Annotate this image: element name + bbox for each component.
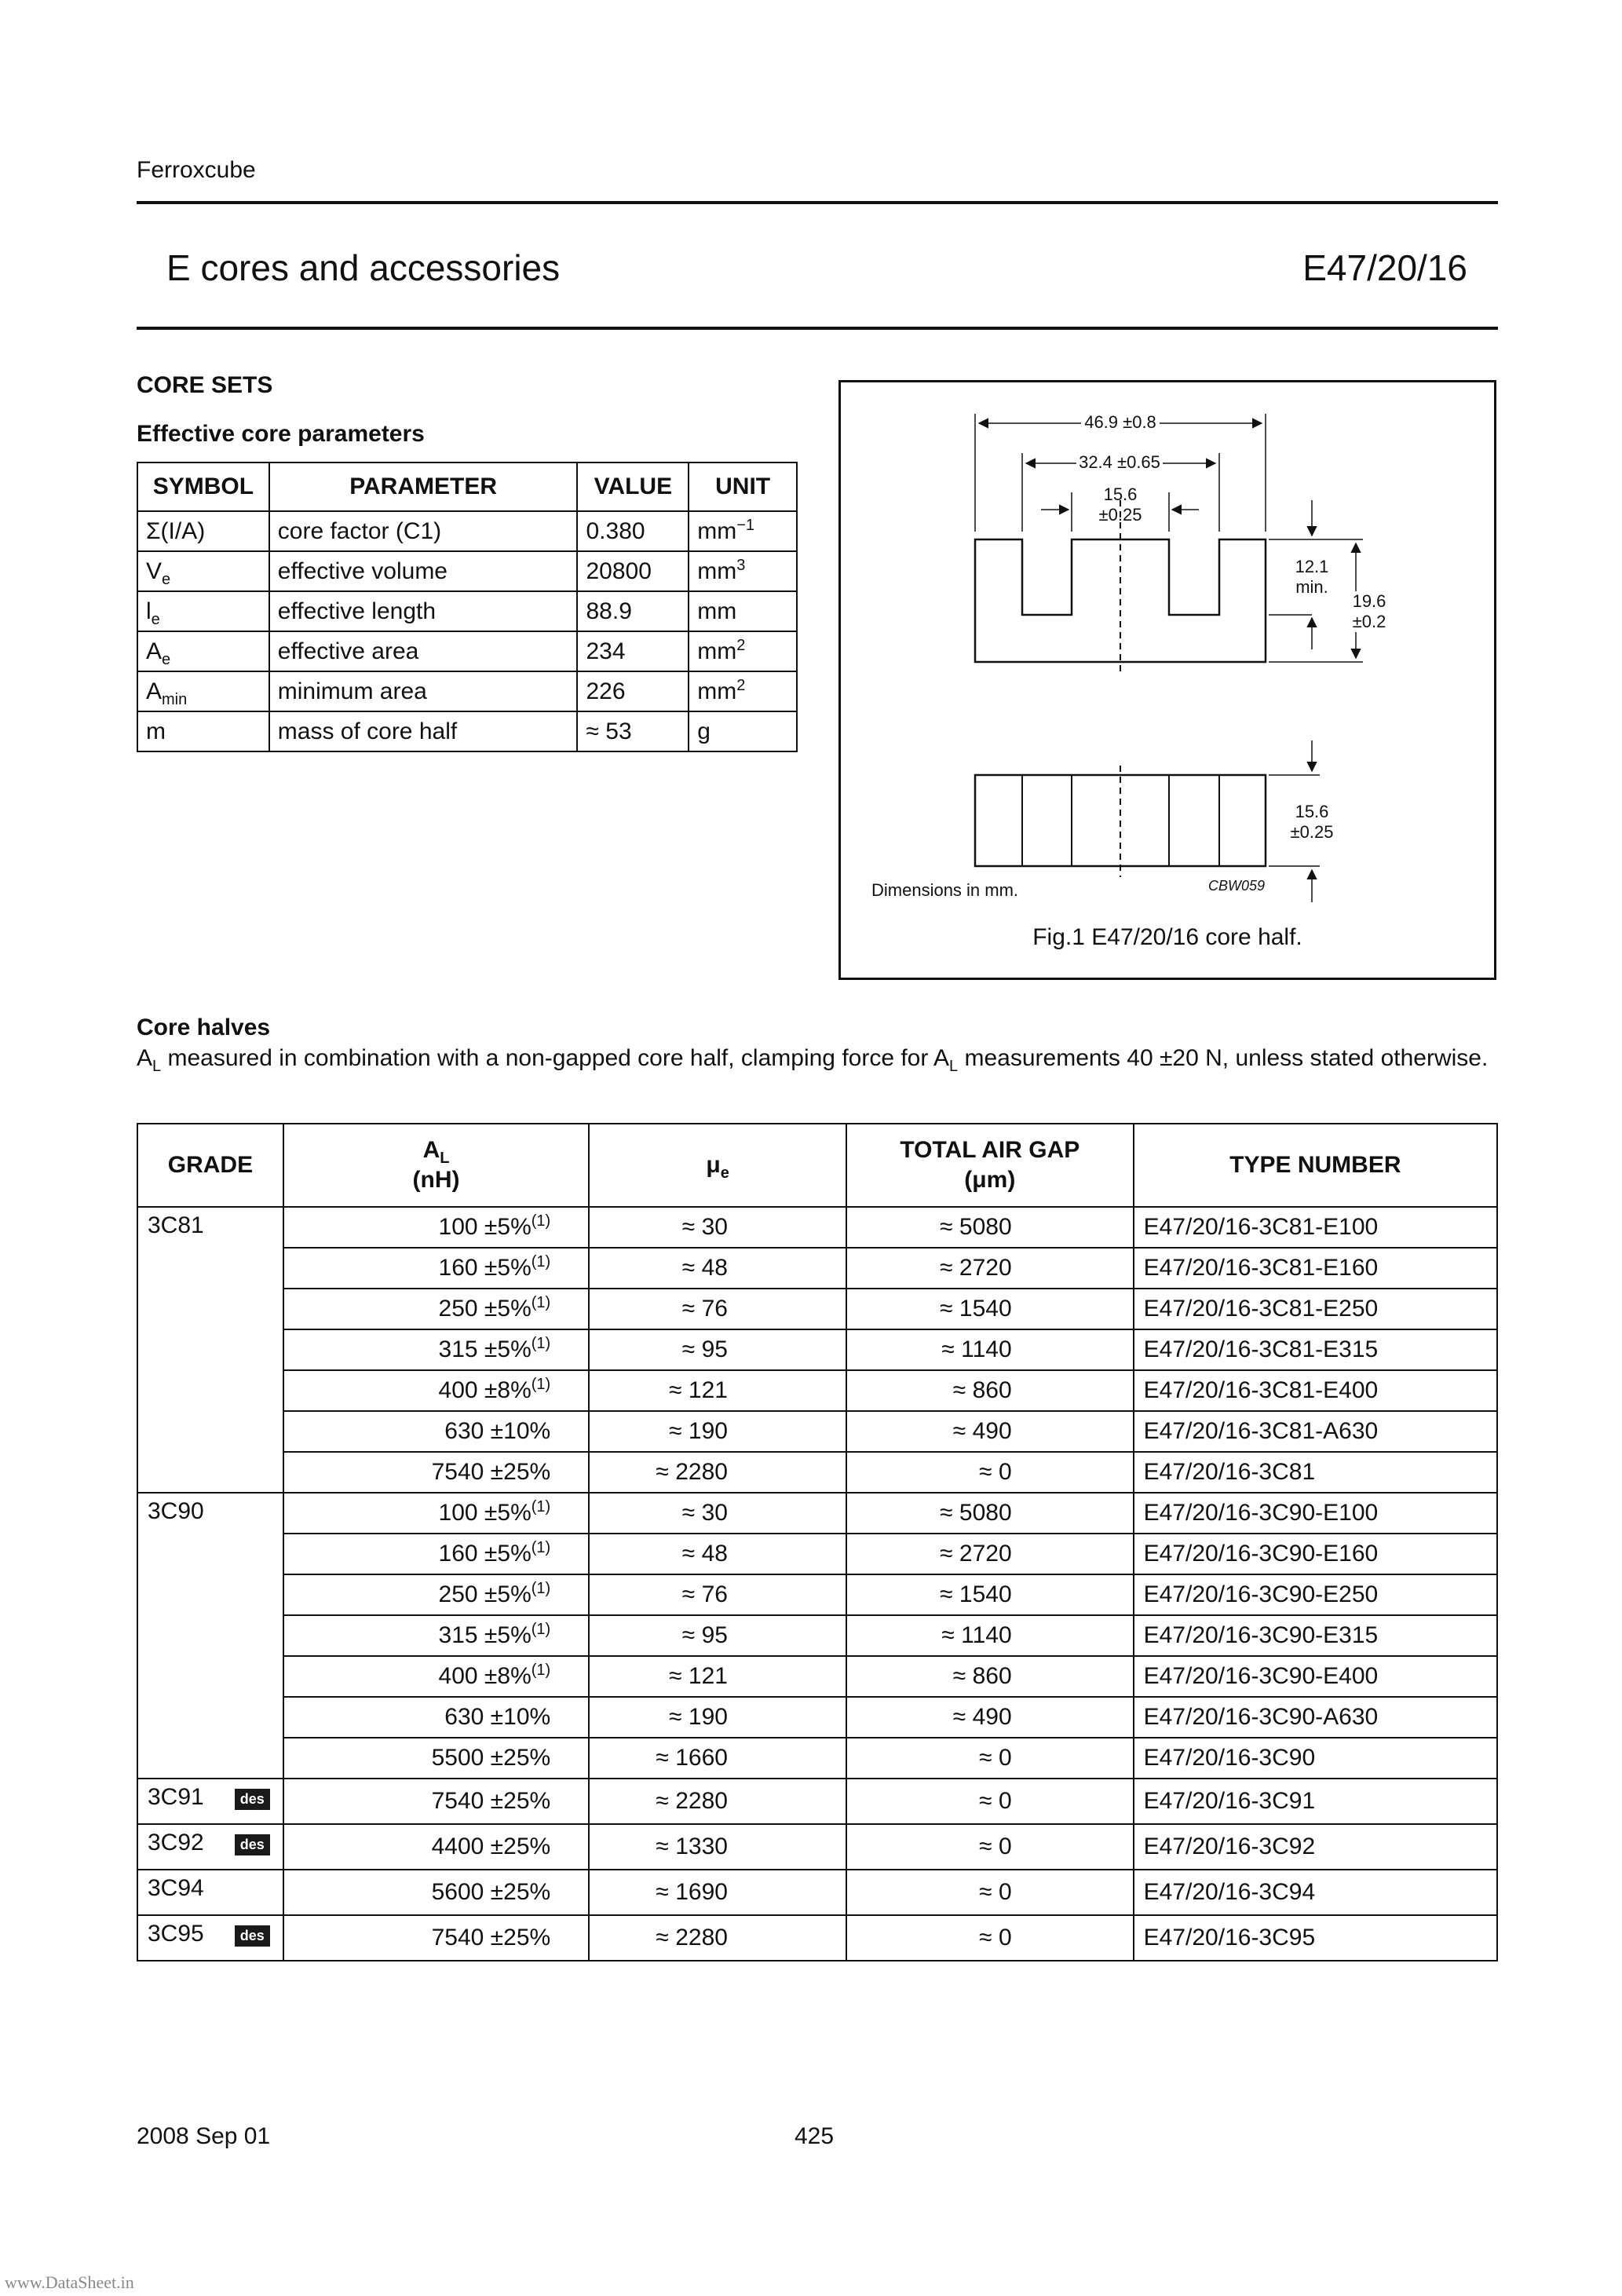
al-cell [283,1452,589,1493]
col-gap-label: TOTAL AIR GAP [900,1137,1080,1163]
symbol-main: A [146,638,163,664]
table-row [137,1738,1497,1779]
mu-cell: ≈ 95 [589,1329,846,1370]
dim-centre-leg-tol: ±0.25 [1098,505,1142,525]
al-value: 400 ±8% [438,1377,532,1403]
gap-cell: ≈ 490 [846,1411,1134,1452]
al-value: 250 ±5% [438,1581,532,1607]
symbol-cell [137,711,269,751]
table-row [137,1411,1497,1452]
intro-sub2: L [949,1058,959,1075]
al-value: 100 ±5% [438,1500,532,1526]
core-half-drawing [841,382,1494,916]
design-in-badge: des [235,1789,270,1810]
unit-cell [689,631,797,671]
value-cell: 88.9 [577,591,689,631]
design-in-badge: des [235,1834,270,1855]
al-value: 315 ±5% [438,1622,532,1648]
al-value: 315 ±5% [438,1336,532,1362]
al-value: 7540 ±25% [431,1788,551,1814]
symbol-main: l [146,598,152,624]
al-footnote: (1) [531,1662,551,1679]
table-row [137,1779,1497,1824]
unit-main: mm [697,638,737,664]
gap-cell: ≈ 860 [846,1370,1134,1411]
type-number-cell: E47/20/16-3C90 [1134,1738,1497,1779]
symbol-sub: e [151,610,160,628]
type-number-cell: E47/20/16-3C95 [1134,1915,1497,1961]
unit-main: mm [697,558,737,584]
al-cell [283,1493,589,1534]
grade-cell [137,1915,283,1961]
grade-label: 3C91 [148,1784,204,1810]
symbol-cell [137,591,269,631]
gap-cell: ≈ 490 [846,1697,1134,1738]
mu-cell: ≈ 30 [589,1493,846,1534]
mu-cell: ≈ 1330 [589,1824,846,1870]
dim-depth-value: 15.6 [1295,802,1329,821]
params-row [137,511,797,551]
grade-cell [137,1779,283,1824]
value-cell: 234 [577,631,689,671]
al-value: 160 ±5% [438,1255,532,1281]
mu-cell: ≈ 1690 [589,1870,846,1915]
gap-cell: ≈ 2720 [846,1534,1134,1574]
header-rule-bottom [137,327,1498,330]
figure-caption: Fig.1 E47/20/16 core half. [1032,924,1302,950]
al-cell [283,1779,589,1824]
mu-cell: ≈ 2280 [589,1452,846,1493]
al-value: 4400 ±25% [431,1834,551,1859]
dim-centre-leg-value: 15.6 [1103,484,1138,504]
col-al-unit: (nH) [412,1167,460,1193]
table-row [137,1534,1497,1574]
parameter-cell: core factor (C1) [269,511,578,551]
al-cell [283,1411,589,1452]
grade-label: 3C90 [148,1498,204,1524]
al-cell [283,1697,589,1738]
type-number-cell: E47/20/16-3C90-E100 [1134,1493,1497,1534]
document-title: E cores and accessories [166,247,561,288]
al-cell [283,1574,589,1615]
al-footnote: (1) [531,1212,551,1230]
al-footnote: (1) [531,1376,551,1393]
col-mu-label: μ [706,1152,721,1178]
grade-cell [137,1493,283,1779]
al-cell [283,1370,589,1411]
table-row [137,1248,1497,1289]
symbol-sub: e [162,570,171,588]
type-number-cell: E47/20/16-3C81-E160 [1134,1248,1497,1289]
intro-sub: L [152,1058,162,1075]
symbol-main: Σ(I/A) [146,517,206,544]
dim-depth-tol: ±0.25 [1290,822,1334,842]
core-halves-heading: Core halves [137,1015,271,1040]
symbol-sub: e [162,650,171,668]
unit-main: mm [697,517,737,544]
table-row [137,1452,1497,1493]
mu-cell: ≈ 48 [589,1248,846,1289]
mu-cell: ≈ 76 [589,1574,846,1615]
al-value: 5600 ±25% [431,1879,551,1905]
intro-mid: measured in combination with a non-gapped core half, clamping force for A [161,1045,950,1071]
footer-page-number: 425 [795,2123,835,2149]
mu-cell: ≈ 95 [589,1615,846,1656]
col-mu-sub: e [720,1164,729,1182]
col-type-number: TYPE NUMBER [1134,1124,1497,1207]
gap-cell: ≈ 5080 [846,1493,1134,1534]
core-halves-intro [137,1041,1498,1076]
symbol-cell [137,671,269,711]
al-value: 160 ±5% [438,1541,532,1567]
gap-cell: ≈ 0 [846,1915,1134,1961]
col-mu [589,1124,846,1207]
intro-post: measurements 40 ±20 N, unless stated otherwise. [958,1045,1489,1071]
al-cell [283,1738,589,1779]
unit-cell [689,671,797,711]
al-footnote: (1) [531,1335,551,1352]
mu-cell: ≈ 76 [589,1289,846,1329]
gap-cell: ≈ 0 [846,1738,1134,1779]
params-row [137,711,797,751]
unit-main: g [697,718,711,744]
table-row [137,1870,1497,1915]
type-number-cell: E47/20/16-3C90-E250 [1134,1574,1497,1615]
al-value: 630 ±10% [444,1418,551,1444]
col-air-gap [846,1124,1134,1207]
table-row [137,1207,1497,1248]
dim-window-min: min. [1295,577,1328,597]
type-number-cell: E47/20/16-3C90-E400 [1134,1656,1497,1697]
grade-label: 3C81 [148,1212,204,1238]
value-cell: 20800 [577,551,689,591]
unit-main: mm [697,678,737,704]
unit-sup: 3 [736,556,746,574]
al-cell [283,1615,589,1656]
al-footnote: (1) [531,1294,551,1311]
al-footnote: (1) [531,1621,551,1638]
unit-main: mm [697,598,737,624]
al-cell [283,1329,589,1370]
unit-sup: 2 [736,676,746,694]
core-halves-table [137,1123,1498,1961]
al-value: 100 ±5% [438,1214,532,1240]
figure-core-half [838,380,1496,980]
al-cell [283,1656,589,1697]
halves-header-row [137,1124,1497,1207]
mu-cell: ≈ 121 [589,1370,846,1411]
table-row [137,1370,1497,1411]
al-footnote: (1) [531,1498,551,1515]
parameter-cell: mass of core half [269,711,578,751]
gap-cell: ≈ 0 [846,1824,1134,1870]
dim-overall-width: 46.9 ±0.8 [1081,412,1160,433]
col-grade: GRADE [137,1124,283,1207]
parameter-cell: effective length [269,591,578,631]
brand-name: Ferroxcube [137,157,256,183]
al-value: 5500 ±25% [431,1745,551,1771]
al-value: 7540 ±25% [431,1925,551,1951]
al-cell [283,1915,589,1961]
col-al [283,1124,589,1207]
gap-cell: ≈ 2720 [846,1248,1134,1289]
dim-height-value: 19.6 [1342,591,1397,612]
gap-cell: ≈ 1140 [846,1615,1134,1656]
col-al-sub: L [440,1150,450,1167]
gap-cell: ≈ 1540 [846,1574,1134,1615]
header-rule-top [137,201,1498,204]
grade-label: 3C92 [148,1830,204,1855]
col-value: VALUE [577,462,689,511]
mu-cell: ≈ 190 [589,1697,846,1738]
al-value: 400 ±8% [438,1663,532,1689]
type-number-cell: E47/20/16-3C81 [1134,1452,1497,1493]
al-cell [283,1207,589,1248]
symbol-main: m [146,718,166,744]
part-number: E47/20/16 [1302,247,1467,288]
grade-label: 3C94 [148,1875,204,1901]
symbol-cell [137,631,269,671]
type-number-cell: E47/20/16-3C81-E400 [1134,1370,1497,1411]
col-parameter: PARAMETER [269,462,578,511]
parameter-cell: effective volume [269,551,578,591]
table-row [137,1824,1497,1870]
params-row [137,631,797,671]
table-row [137,1656,1497,1697]
params-header-row [137,462,797,511]
unit-sup: −1 [736,516,755,534]
value-cell: 0.380 [577,511,689,551]
grade-cell [137,1870,283,1915]
gap-cell: ≈ 0 [846,1870,1134,1915]
table-row [137,1574,1497,1615]
type-number-cell: E47/20/16-3C90-E160 [1134,1534,1497,1574]
unit-cell [689,511,797,551]
col-gap-unit: (μm) [964,1167,1016,1193]
grade-label: 3C95 [148,1921,204,1947]
parameter-cell: effective area [269,631,578,671]
symbol-sub: min [162,690,188,708]
value-cell: 226 [577,671,689,711]
symbol-main: V [146,558,163,584]
watermark-text: www.DataSheet.in [5,2272,134,2292]
mu-cell: ≈ 1660 [589,1738,846,1779]
al-cell [283,1870,589,1915]
al-footnote: (1) [531,1253,551,1270]
al-value: 630 ±10% [444,1704,551,1730]
type-number-cell: E47/20/16-3C90-E315 [1134,1615,1497,1656]
al-value: 7540 ±25% [431,1459,551,1485]
design-in-badge: des [235,1925,270,1947]
gap-cell: ≈ 1140 [846,1329,1134,1370]
type-number-cell: E47/20/16-3C90-A630 [1134,1697,1497,1738]
dim-height-tol: ±0.2 [1342,612,1397,632]
core-sets-heading: CORE SETS [137,372,273,398]
mu-cell: ≈ 2280 [589,1915,846,1961]
gap-cell: ≈ 860 [846,1656,1134,1697]
table-row [137,1289,1497,1329]
gap-cell: ≈ 0 [846,1779,1134,1824]
al-footnote: (1) [531,1539,551,1556]
gap-cell: ≈ 0 [846,1452,1134,1493]
mu-cell: ≈ 48 [589,1534,846,1574]
gap-cell: ≈ 1540 [846,1289,1134,1329]
type-number-cell: E47/20/16-3C91 [1134,1779,1497,1824]
mu-cell: ≈ 121 [589,1656,846,1697]
unit-cell [689,551,797,591]
unit-cell [689,591,797,631]
unit-cell [689,711,797,751]
grade-cell [137,1207,283,1493]
symbol-cell [137,511,269,551]
intro-a: A [137,1045,153,1071]
grade-cell [137,1824,283,1870]
al-value: 250 ±5% [438,1296,532,1322]
type-number-cell: E47/20/16-3C81-E315 [1134,1329,1497,1370]
mu-cell: ≈ 30 [589,1207,846,1248]
type-number-cell: E47/20/16-3C94 [1134,1870,1497,1915]
params-row [137,591,797,631]
col-al-label: A [422,1137,440,1163]
core-parameters-table [137,462,798,752]
figure-code: CBW059 [1208,878,1266,894]
dim-window-value: 12.1 [1295,557,1329,576]
mu-cell: ≈ 190 [589,1411,846,1452]
footer-date: 2008 Sep 01 [137,2123,271,2149]
symbol-cell [137,551,269,591]
mu-cell: ≈ 2280 [589,1779,846,1824]
al-cell [283,1534,589,1574]
value-cell: ≈ 53 [577,711,689,751]
type-number-cell: E47/20/16-3C92 [1134,1824,1497,1870]
gap-cell: ≈ 5080 [846,1207,1134,1248]
unit-sup: 2 [736,636,746,654]
type-number-cell: E47/20/16-3C81-E250 [1134,1289,1497,1329]
col-unit: UNIT [689,462,797,511]
al-cell [283,1824,589,1870]
col-symbol: SYMBOL [137,462,269,511]
table-row [137,1329,1497,1370]
al-footnote: (1) [531,1580,551,1597]
symbol-main: A [146,678,163,704]
params-row [137,551,797,591]
table-row [137,1697,1497,1738]
figure-note: Dimensions in mm. [871,880,1019,900]
table-row [137,1493,1497,1534]
table-row [137,1915,1497,1961]
al-cell [283,1289,589,1329]
parameter-cell: minimum area [269,671,578,711]
type-number-cell: E47/20/16-3C81-A630 [1134,1411,1497,1452]
effective-params-heading: Effective core parameters [137,421,425,447]
params-row [137,671,797,711]
table-row [137,1615,1497,1656]
type-number-cell: E47/20/16-3C81-E100 [1134,1207,1497,1248]
al-cell [283,1248,589,1289]
dim-inner-width: 32.4 ±0.65 [1076,452,1163,473]
